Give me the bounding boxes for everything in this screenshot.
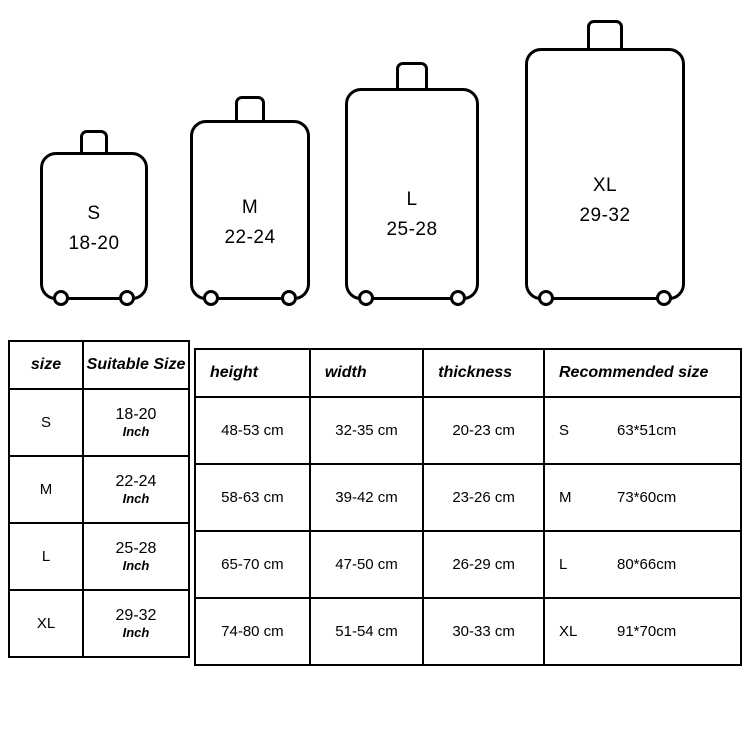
luggage-size-illustrations (0, 0, 750, 320)
table-row (195, 531, 741, 598)
cell-suitable-value: 22-24 (115, 473, 157, 491)
cell-recommended-size: S (559, 422, 570, 439)
table-row (9, 389, 189, 456)
wheel-icon (119, 290, 135, 306)
luggage-code: M (241, 197, 259, 219)
luggage-handle-icon (396, 62, 428, 88)
table-row (9, 523, 189, 590)
wheel-icon (281, 290, 297, 306)
cell-height: 65-70 cm (195, 531, 310, 598)
cell-suitable-value: 25-28 (115, 540, 157, 558)
wheel-icon (358, 290, 374, 306)
wheel-icon (53, 290, 69, 306)
cell-suitable-unit: Inch (122, 557, 150, 573)
cell-width: 39-42 cm (310, 464, 423, 531)
cell-height: 58-63 cm (195, 464, 310, 531)
header-width: width (310, 349, 423, 397)
cell-recommended (544, 598, 741, 665)
luggage-label-m (190, 193, 310, 252)
cell-thickness: 20-23 cm (423, 397, 544, 464)
cell-suitable (83, 389, 189, 456)
luggage-range: 22-24 (224, 226, 276, 248)
cell-recommended-size: L (559, 556, 568, 573)
header-suitable-size: Suitable Size (83, 341, 189, 389)
cell-width: 47-50 cm (310, 531, 423, 598)
cell-recommended-dim: 80*66cm (617, 556, 677, 573)
cell-size: M (9, 456, 83, 523)
luggage-code: S (87, 203, 101, 225)
wheel-icon (450, 290, 466, 306)
luggage-handle-icon (80, 130, 108, 152)
wheel-icon (656, 290, 672, 306)
cell-size: L (9, 523, 83, 590)
cell-suitable-value: 29-32 (115, 607, 157, 625)
table-row (195, 397, 741, 464)
dimensions-table (194, 348, 742, 666)
luggage-label-l (345, 185, 479, 244)
luggage-label-xl (525, 171, 685, 230)
luggage-range: 29-32 (579, 204, 631, 226)
cell-recommended (544, 531, 741, 598)
header-recommended-size: Recommended size (544, 349, 741, 397)
cell-suitable (83, 456, 189, 523)
cell-recommended-size: M (559, 489, 572, 506)
cell-thickness: 26-29 cm (423, 531, 544, 598)
cell-suitable-value: 18-20 (115, 406, 157, 424)
cell-suitable (83, 590, 189, 657)
cell-height: 48-53 cm (195, 397, 310, 464)
cell-width: 51-54 cm (310, 598, 423, 665)
cell-recommended-dim: 91*70cm (617, 623, 677, 640)
header-size: size (9, 341, 83, 389)
cell-suitable-unit: Inch (122, 624, 150, 640)
cell-suitable (83, 523, 189, 590)
cell-thickness: 30-33 cm (423, 598, 544, 665)
table-row (9, 590, 189, 657)
luggage-code: XL (592, 175, 618, 197)
luggage-label-s (40, 199, 148, 258)
header-height: height (195, 349, 310, 397)
cell-size: XL (9, 590, 83, 657)
table-row (195, 598, 741, 665)
table-header-row (195, 349, 741, 397)
luggage-range: 25-28 (386, 218, 438, 240)
cell-recommended (544, 397, 741, 464)
cell-height: 74-80 cm (195, 598, 310, 665)
table-row (9, 456, 189, 523)
cell-recommended-size: XL (559, 623, 578, 640)
cell-recommended-dim: 73*60cm (617, 489, 677, 506)
cell-size: S (9, 389, 83, 456)
wheel-icon (203, 290, 219, 306)
luggage-code: L (406, 189, 418, 211)
cell-width: 32-35 cm (310, 397, 423, 464)
luggage-range: 18-20 (68, 232, 120, 254)
cell-thickness: 23-26 cm (423, 464, 544, 531)
cell-recommended (544, 464, 741, 531)
luggage-handle-icon (235, 96, 265, 120)
cell-suitable-unit: Inch (122, 423, 150, 439)
table-header-row (9, 341, 189, 389)
cell-suitable-unit: Inch (122, 490, 150, 506)
luggage-handle-icon (587, 20, 623, 48)
suitable-size-table (8, 340, 190, 658)
header-thickness: thickness (423, 349, 544, 397)
table-row (195, 464, 741, 531)
wheel-icon (538, 290, 554, 306)
cell-recommended-dim: 63*51cm (617, 422, 677, 439)
